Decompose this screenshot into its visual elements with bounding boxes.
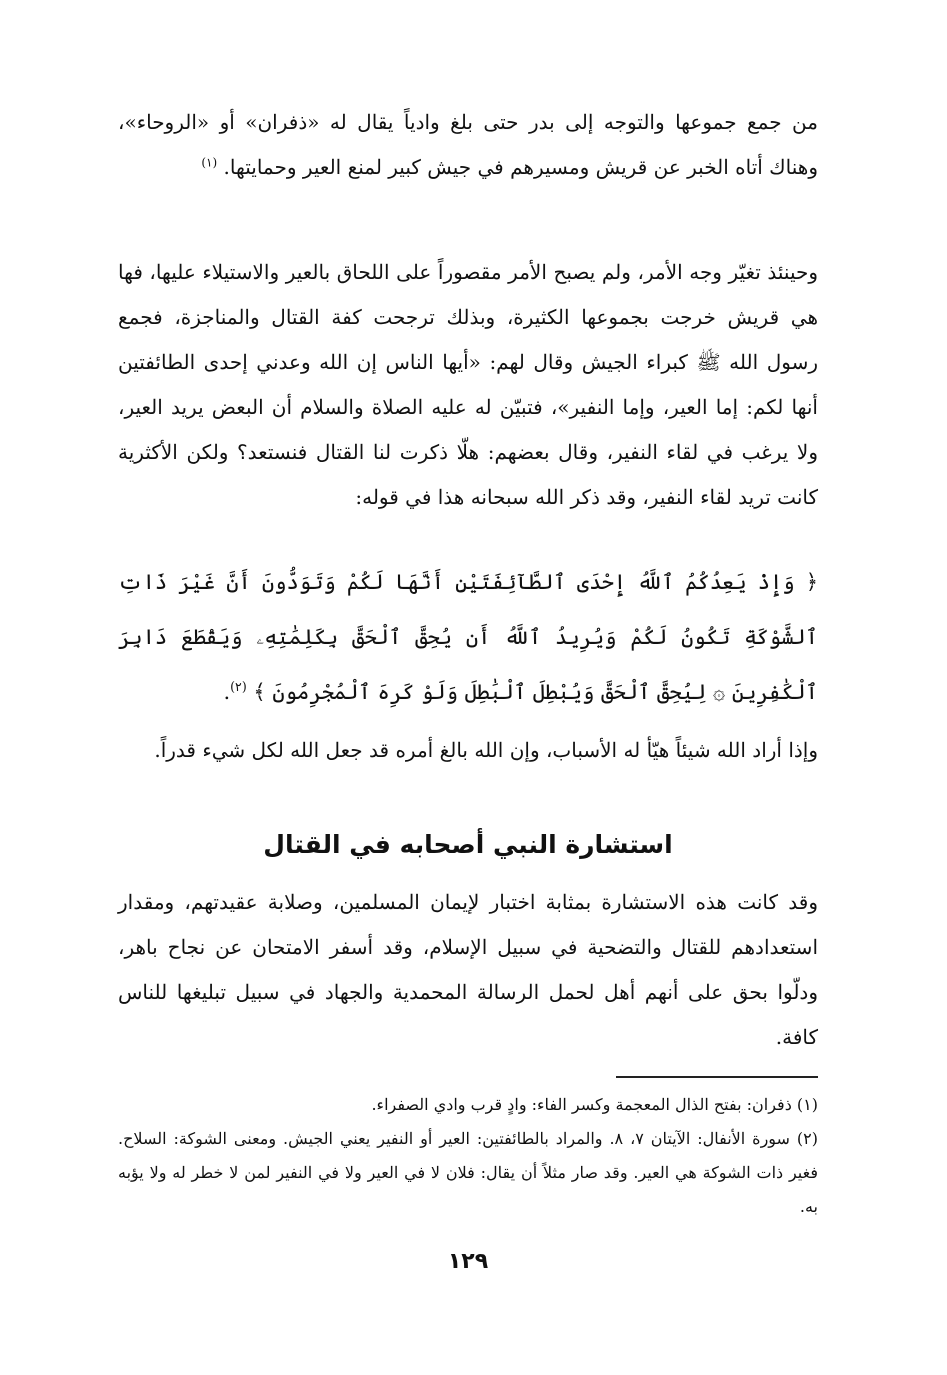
footnote-separator [616,1076,818,1078]
footnotes [118,1088,818,1224]
quran-verse: ﴿ وَإِذْ يَعِدُكُمُ ٱللَّهُ إِحْدَى ٱلطَّآئِفَتَيْنِ أَنَّهَا لَكُمْ وَتَوَدُّونَ أَنَّ غَيْرَ ذَاتِ ٱلشَّوْكَةِ تَكُونُ لَكُمْ وَيُرِيدُ ٱللَّهُ أَن يُحِقَّ ٱلْحَقَّ بِكَلِمَٰتِهِۦ وَيَقْطَعَ دَابِرَ ٱلْكَٰفِرِينَ ۞ لِيُحِقَّ ٱلْحَقَّ وَيُبْطِلَ ٱلْبَٰطِلَ وَلَوْ كَرِهَ ٱلْمُجْرِمُونَ ﴾ $^{(٢)}$. [118,570,818,704]
footnote-reference: (٢) [230,679,247,694]
paragraph-divine-will: وإذا أراد الله شيئاً هيّأ له الأسباب، وإن الله بالغ أمره قد جعل الله لكل شيء قدراً. [154,738,818,762]
footnote-reference: (١) [201,155,218,170]
verse-text: ﴿ وَإِذْ يَعِدُكُمُ ٱللَّهُ إِحْدَى ٱلطَّآئِفَتَيْنِ أَنَّهَا لَكُمْ وَتَوَدُّونَ أَنَّ غَيْرَ ذَاتِ ٱلشَّوْكَةِ تَكُونُ لَكُمْ وَيُرِيدُ ٱللَّهُ أَن يُحِقَّ ٱلْحَقَّ بِكَلِمَٰتِهِۦ وَيَقْطَعَ دَابِرَ ٱلْكَٰفِرِينَ ۞ لِيُحِقَّ ٱلْحَقَّ وَيُبْطِلَ ٱلْبَٰطِلَ وَلَوْ كَرِهَ ٱلْمُجْرِمُونَ ﴾ [118,570,818,704]
paragraph-change-of-situation: وحينئذ تغيّر وجه الأمر، ولم يصبح الأمر مقصوراً على اللحاق بالعير والاستيلاء عليها، فها هي قريش خرجت بجموعها الكثيرة، وبذلك ترجحت كفة القتال والمناجزة، فجمع رسول الله ﷺ كبراء الجيش وقال لهم: «أيها الناس إن الله وعدني إحدى الطائفتين أنها لكم: إما العير، وإما النفير»، فتبيّن له عليه الصلاة والسلام أن البعض يريد العير، ولا يرغب في لقاء النفير، وقال بعضهم: هلّا ذكرت لنا القتال فنستعد؟ ولكن الأكثرية كانت تريد لقاء النفير، وقد ذكر الله سبحانه هذا في قوله: [118,260,818,509]
footnote-2: (٢) سورة الأنفال: الآيتان ٧، ٨. والمراد بالطائفتين: العير أو النفير يعني الجيش. ومعنى الشوكة: السلاح. فغير ذات الشوكة هي العير. وقد صار مثلاً أن يقال: فلان لا في العير ولا في النفير لمن لا خطر له ولا يؤبه به. [118,1129,819,1216]
paragraph-consultation-test: وقد كانت هذه الاستشارة بمثابة اختبار لإيمان المسلمين، وصلابة عقيدتهم، ومقدار استعدادهم للقتال والتضحية في سبيل الإسلام، وقد أسفر الامتحان عن نجاح باهر، ودلّوا بحق على أنهم أهل لحمل الرسالة المحمدية والجهاد في سبيل تبليغها للناس كافة. [118,890,818,1049]
paragraph-arrival-at-dhafiran [118,100,818,190]
page-number: ١٢٩ [447,1249,489,1274]
section-heading: استشارة النبي أصحابه في القتال [263,830,673,859]
paragraph-text: من جمع جموعها والتوجه إلى بدر حتى بلغ وادياً يقال له «ذفران» أو «الروحاء»، وهناك أتاه الخبر عن قريش ومسيرهم في جيش كبير لمنع العير وحمايتها. [118,110,818,179]
footnote-1: (١) ذفران: بفتح الذال المعجمة وكسر الفاء: وادٍ قرب وادي الصفراء. [371,1095,818,1114]
